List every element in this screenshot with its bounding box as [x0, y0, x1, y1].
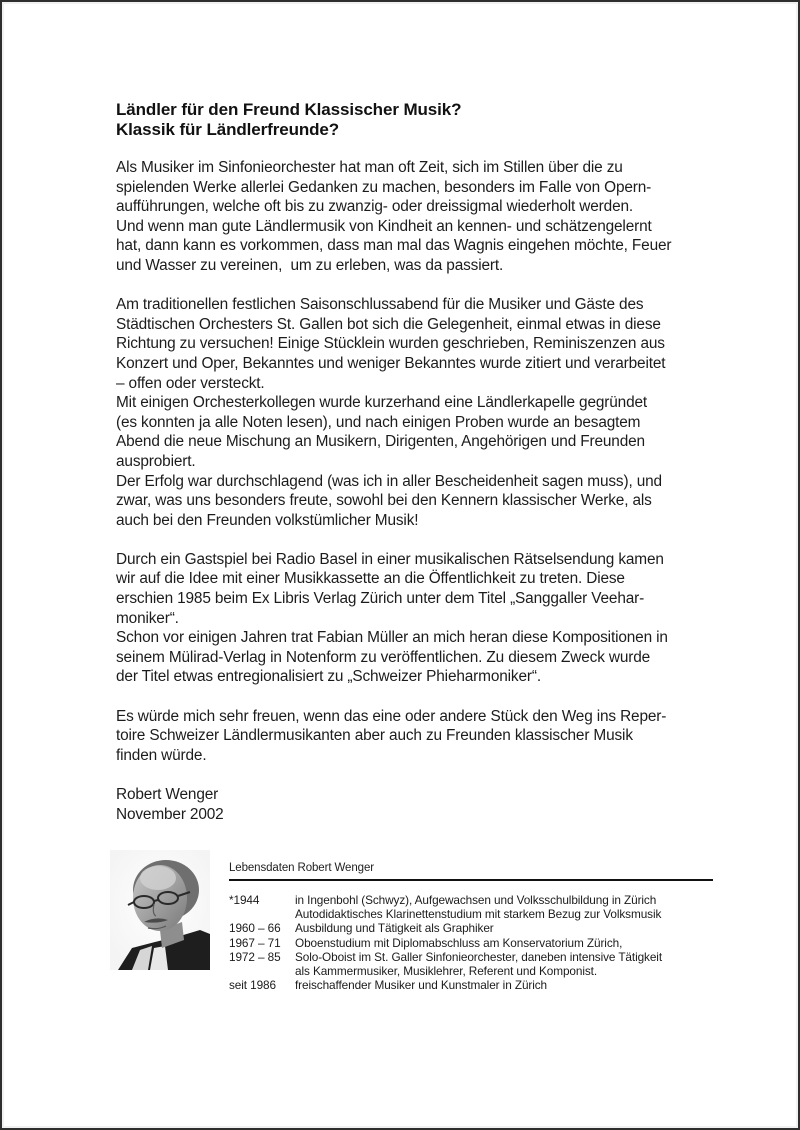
text-line: Als Musiker im Sinfonieorchester hat man oft Zeit, sich im Stillen über die zu: [116, 159, 623, 176]
text-line: Städtischen Orchesters St. Gallen bot sich die Gelegenheit, einmal etwas in diese: [116, 315, 661, 333]
text-line: Mit einigen Orchesterkollegen wurde kurzerhand eine Ländlerkapelle gegründet: [116, 394, 648, 412]
signature-name: Robert Wenger: [116, 786, 219, 803]
paragraph-saison: [116, 295, 716, 530]
text-line: moniker“.: [116, 609, 179, 627]
text-line: und Wasser zu vereinen, um zu erleben, was da passiert.: [116, 256, 504, 274]
signature-date: November 2002: [116, 805, 224, 823]
bio-timeline: [229, 893, 719, 992]
text-line: Es würde mich sehr freuen, wenn das eine oder andere Stück den Weg ins Reper-: [116, 707, 667, 725]
paragraph-closing: [116, 707, 716, 766]
divider: [229, 879, 713, 881]
timeline-row: [229, 950, 719, 964]
timeline-year: seit 1986: [229, 978, 276, 993]
text-line: (es konnten ja alle Noten lesen), und nach einigen Proben wurde an besagtem: [116, 413, 641, 431]
timeline-row: [229, 978, 719, 992]
document-body: [116, 100, 716, 824]
timeline-year: 1967 – 71: [229, 935, 281, 950]
text-line: Richtung zu versuchen! Einige Stücklein wurden geschrieben, Reminiszenzen aus: [116, 335, 665, 353]
title-line: Klassik für Ländlerfreunde?: [116, 120, 340, 139]
text-line: spielenden Werke allerlei Gedanken zu machen, besonders im Falle von Opern-: [116, 178, 652, 196]
paragraph-radio: [116, 550, 716, 687]
timeline-description: Autodidaktisches Klarinettenstudium mit starkem Bezug zur Volksmusik: [295, 907, 662, 922]
signature: [116, 785, 716, 824]
timeline-description: freischaffender Musiker und Kunstmaler in Zürich: [295, 978, 548, 993]
text-line: toire Schweizer Ländlermusikanten aber auch zu Freunden klassischer Musik: [116, 727, 633, 745]
text-line: erschien 1985 beim Ex Libris Verlag Zürich unter dem Titel „Sanggaller Veehar-: [116, 590, 645, 608]
timeline-row: [229, 936, 719, 950]
timeline-year: [229, 964, 295, 978]
timeline-description: in Ingenbohl (Schwyz), Aufgewachsen und Volksschulbildung in Zürich: [295, 893, 657, 907]
text-line: der Titel etwas entregionalisiert zu „Schweizer Phieharmoniker“.: [116, 668, 541, 686]
paragraph-intro: [116, 158, 716, 276]
text-line: hat, dann kann es vorkommen, dass man mal das Wagnis eingehen möchte, Feuer: [116, 237, 672, 255]
timeline-year: *1944: [229, 893, 260, 907]
text-line: – offen oder versteckt.: [116, 374, 265, 392]
text-line: zwar, was uns besonders freute, sowohl bei den Kennern klassischer Werke, als: [116, 492, 652, 510]
text-line: aufführungen, welche oft bis zu zwanzig- oder dreissigmal wiederholt werden.: [116, 198, 634, 216]
timeline-description: Ausbildung und Tätigkeit als Graphiker: [295, 921, 494, 936]
timeline-year: 1960 – 66: [229, 921, 281, 936]
timeline-year: 1972 – 85: [229, 949, 281, 964]
title-line: Ländler für den Freund Klassischer Musik?: [116, 100, 462, 119]
text-line: Am traditionellen festlichen Saisonschlussabend für die Musiker und Gäste des: [116, 296, 644, 314]
text-line: Der Erfolg war durchschlagend (was ich in aller Bescheidenheit sagen muss), und: [116, 472, 662, 490]
portrait-photo-icon: [110, 850, 210, 970]
text-line: Durch ein Gastspiel bei Radio Basel in einer musikalischen Rätselsendung kamen: [116, 550, 664, 568]
timeline-year: [229, 907, 295, 921]
bio-section: [110, 850, 715, 993]
timeline-row: [229, 907, 719, 921]
timeline-description: als Kammermusiker, Musiklehrer, Referent und Komponist.: [295, 964, 597, 979]
timeline-description: Solo-Oboist im St. Galler Sinfonieorchester, daneben intensive Tätigkeit: [295, 949, 663, 964]
text-line: Schon vor einigen Jahren trat Fabian Müller an mich heran diese Kompositionen in: [116, 629, 668, 647]
timeline-row: [229, 921, 719, 935]
document-title: [116, 100, 716, 140]
text-line: auch bei den Freunden volkstümlicher Musik!: [116, 511, 419, 529]
bio-label: Lebensdaten Robert Wenger: [229, 862, 374, 874]
timeline-row: [229, 964, 719, 978]
text-line: ausprobiert.: [116, 452, 196, 470]
text-line: wir auf die Idee mit einer Musikkassette an die Öffentlichkeit zu treten. Diese: [116, 570, 625, 588]
text-line: Konzert und Oper, Bekanntes und weniger Bekanntes wurde zitiert und verarbeitet: [116, 354, 666, 372]
text-line: finden würde.: [116, 746, 207, 764]
text-line: Abend die neue Mischung an Musikern, Dirigenten, Angehörigen und Freunden: [116, 433, 645, 451]
timeline-description: Oboenstudium mit Diplomabschluss am Konservatorium Zürich,: [295, 935, 623, 950]
text-line: seinem Mülirad-Verlag in Notenform zu veröffentlichen. Zu diesem Zweck wurde: [116, 648, 651, 666]
timeline-row: [229, 893, 719, 907]
text-line: Und wenn man gute Ländlermusik von Kindheit an kennen- und schätzengelernt: [116, 217, 652, 235]
